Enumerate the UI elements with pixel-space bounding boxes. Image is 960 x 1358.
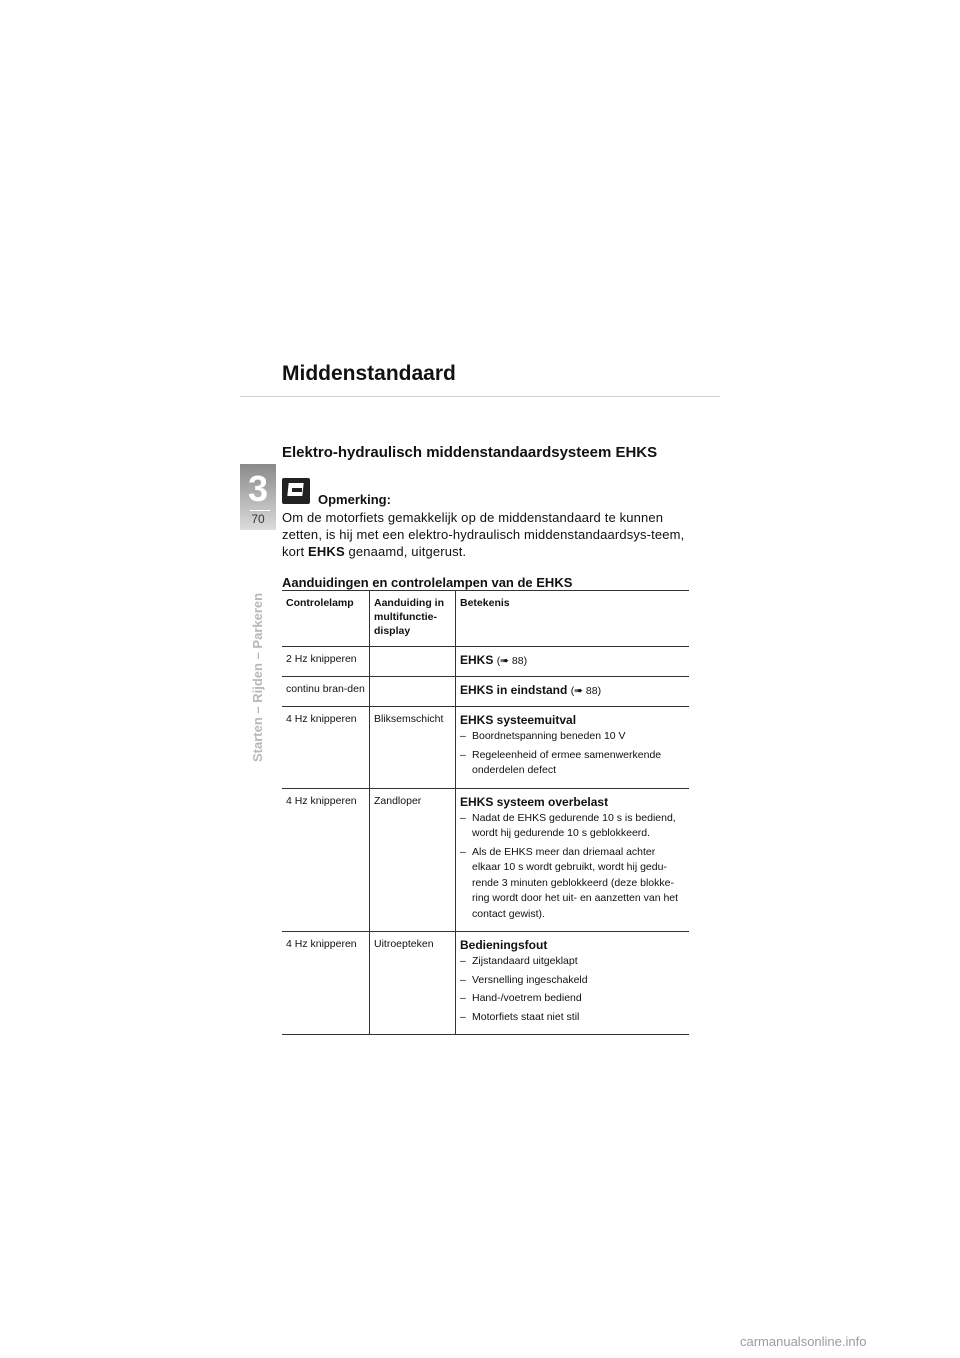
- meaning-title: EHKS in eindstand: [460, 683, 568, 697]
- note-text-before: Om de motorfiets gemakkelijk op de middenstandaard te kunnen zetten, is hij met een elektro-hydraulisch middenstandaardsys-teem, kort: [282, 510, 685, 559]
- meaning-list: [460, 811, 686, 923]
- page-reference: (➠ 88): [496, 655, 528, 667]
- cell-display: Bliksemschicht: [370, 707, 456, 789]
- meaning-list: [460, 954, 686, 1025]
- table-row: [282, 788, 689, 932]
- table-header-row: [282, 591, 689, 647]
- table-title: Aanduidingen en controlelampen van de EHKS: [282, 575, 573, 590]
- page-reference: (➠ 88): [570, 685, 602, 697]
- chapter-number: 3: [247, 468, 269, 509]
- table-row: [282, 647, 689, 677]
- header-controlelamp: Controlelamp: [282, 591, 370, 647]
- list-item: – Als de EHKS meer dan driemaal achter elkaar 10 s wordt gebruikt, wordt hij gedu-rende 3 minuten geblokkeerd (deze blokke-ring wordt door het uit- en aanzetten van het contact gewist).: [460, 845, 686, 923]
- list-item: – Nadat de EHKS gedurende 10 s is bediend, wordt hij gedurende 10 s geblokkeerd.: [460, 811, 686, 842]
- cell-display: Uitroepteken: [370, 932, 456, 1035]
- list-item: – Versnelling ingeschakeld: [460, 973, 686, 989]
- cell-lamp: 4 Hz knipperen: [282, 707, 370, 789]
- cell-display: [370, 647, 456, 677]
- meaning-title: EHKS: [460, 653, 494, 667]
- note-text: [282, 509, 692, 560]
- page-number: 70: [251, 512, 265, 526]
- meaning-list: [460, 729, 686, 779]
- list-item: – Hand-/voetrem bediend: [460, 991, 686, 1007]
- table-row: [282, 932, 689, 1035]
- cell-meaning: [456, 932, 690, 1035]
- meaning-title: EHKS systeem overbelast: [460, 794, 609, 809]
- table-row: [282, 677, 689, 707]
- list-item: – Boordnetspanning beneden 10 V: [460, 729, 686, 745]
- section-title: Elektro-hydraulisch middenstandaardsysteem EHKS: [282, 444, 658, 461]
- header-betekenis: Betekenis: [460, 597, 510, 609]
- list-item: – Zijstandaard uitgeklapt: [460, 954, 686, 970]
- title-divider: [240, 396, 720, 397]
- pointing-hand-note-icon: [282, 478, 310, 504]
- ehks-indicator-table: [282, 590, 689, 1035]
- cell-meaning: [456, 707, 690, 789]
- note-text-after: genaamd, uitgerust.: [344, 544, 467, 559]
- cell-lamp: 2 Hz knipperen: [282, 647, 370, 677]
- page-title: Middenstandaard: [282, 362, 456, 385]
- cell-display: Zandloper: [370, 788, 456, 932]
- note-label: Opmerking:: [318, 492, 391, 507]
- cell-meaning: [456, 788, 690, 932]
- list-item: – Regeleenheid of ermee samenwerkende onderdelen defect: [460, 748, 686, 779]
- cell-meaning: [456, 677, 690, 707]
- table-row: [282, 707, 689, 789]
- meaning-title: EHKS systeemuitval: [460, 713, 577, 727]
- watermark-link[interactable]: carmanualsonline.info: [740, 1334, 867, 1349]
- cell-display: [370, 677, 456, 707]
- cell-lamp: continu bran-den: [282, 677, 370, 707]
- note-text-bold: EHKS: [308, 544, 345, 559]
- cell-meaning: [456, 647, 690, 677]
- list-item: – Motorfiets staat niet stil: [460, 1010, 686, 1026]
- cell-lamp: 4 Hz knipperen: [282, 932, 370, 1035]
- meaning-title: Bedieningsfout: [460, 938, 548, 952]
- chapter-divider: [250, 510, 270, 511]
- header-aanduiding: Aanduiding in multifunctie-display: [370, 591, 456, 647]
- chapter-side-label: Starten – Rijden – Parkeren: [250, 592, 265, 762]
- cell-lamp: 4 Hz knipperen: [282, 788, 370, 932]
